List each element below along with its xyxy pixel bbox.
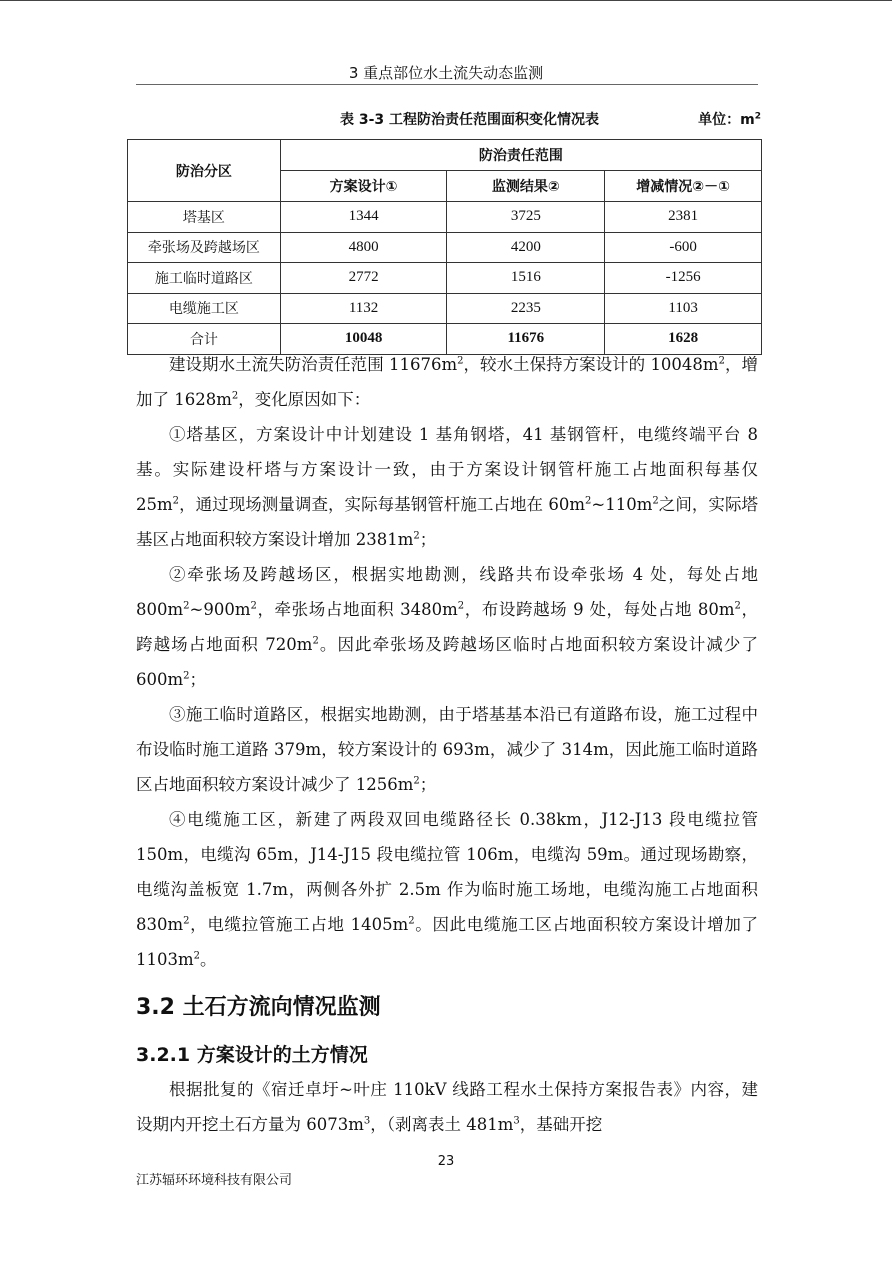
header-plan: 方案设计① [280,171,447,202]
section-heading-3-2-1: 3.2.1 方案设计的土方情况 [136,1044,368,1066]
row-zone: 施工临时道路区 [128,263,281,294]
row-plan: 1132 [280,293,447,324]
row-plan: 4800 [280,232,447,263]
row-zone: 电缆施工区 [128,293,281,324]
header-rule [136,84,758,85]
header-monitor: 监测结果② [447,171,605,202]
row-monitor: 2235 [447,293,605,324]
row-monitor: 3725 [447,202,605,233]
row-change: -1256 [605,263,762,294]
row-change: -600 [605,232,762,263]
row-plan: 1344 [280,202,447,233]
table-row [128,202,762,233]
body-paragraphs-2 [136,1072,758,1142]
total-monitor: 11676 [447,324,605,355]
row-change: 2381 [605,202,762,233]
row-plan: 2772 [280,263,447,294]
paragraph-tension-field: ②牵张场及跨越场区，根据实地勘测，线路共布设牵张场 4 处，每处占地 $800m^2\sim 900m^2$，牵张场占地面积 $3480m^2$，布设跨越场 9 处，每处占地 $80m^2$，跨越场占地面积 $720m^2$。因此牵张场及跨越场区临时占地面积较方案设计减少了 $600m^2$； [136,565,759,689]
table-row [128,232,762,263]
paragraph-temp-road: ③施工临时道路区，根据实地勘测，由于塔基基本沿已有道路布设，施工过程中布设临时施工道路 379m，较方案设计的 693m，减少了 314m，因此施工临时道路区占地面积较方案设计减少了 $1256m^2$； [136,705,758,794]
row-zone: 牵张场及跨越场区 [128,232,281,263]
header-scope: 防治责任范围 [280,140,761,171]
row-monitor: 1516 [447,263,605,294]
header-zone: 防治分区 [128,140,281,202]
total-plan: 10048 [280,324,447,355]
table-row [128,263,762,294]
running-head: 3 重点部位水土流失动态监测 [348,64,544,82]
top-border [0,0,892,1]
total-label: 合计 [128,324,281,355]
company-footer: 江苏辐环环境科技有限公司 [136,1173,293,1188]
table-caption: 表 3-3 工程防治责任范围面积变化情况表 [340,112,600,128]
header-change: 增减情况②－① [605,171,762,202]
paragraph-tower-area: ①塔基区，方案设计中计划建设 1 基角钢塔，41 基钢管杆，电缆终端平台 8 基。实际建设杆塔与方案设计一致，由于方案设计钢管杆施工占地面积每基仅 $25m^2$，通过现场测量调查，实际每基钢管杆施工占地在 $60m^2\sim 110m^2$之间，实际塔基区占地面积较方案设计增加 $2381m^2$； [136,425,759,549]
table-row [128,293,762,324]
paragraph-summary: 建设期水土流失防治责任范围 $11676m^2$，较水土保持方案设计的 $10048m^2$，增加了 $1628m^2$，变化原因如下： [136,355,758,409]
paragraph-earthwork: 根据批复的《宿迁卓圩~叶庄 110kV 线路工程水土保持方案报告表》内容，建设期内开挖土石方量为 $6073m^3$，（剥离表土 $481m^3$，基础开挖 [136,1080,758,1134]
page-number: 23 [437,1154,455,1169]
table-unit: 单位：$m^2$ [698,111,761,128]
total-change: 1628 [605,324,762,355]
paragraph-cable-area: ④电缆施工区，新建了两段双回电缆路径长 0.38km，J12-J13 段电缆拉管 150m，电缆沟 65m，J14-J15 段电缆拉管 106m，电缆沟 59m。通过现场勘察，电缆沟盖板宽 1.7m，两侧各外扩 2.5m 作为临时施工场地，电缆沟施工占地面积 $830m^2$，电缆拉管施工占地 $1405m^2$。因此电缆施工区占地面积较方案设计增加了 $1103m^2$。 [136,810,758,969]
body-paragraphs [136,347,758,977]
row-change: 1103 [605,293,762,324]
area-change-table [127,139,762,355]
row-monitor: 4200 [447,232,605,263]
section-heading-3-2: 3.2 土石方流向情况监测 [136,995,381,1020]
row-zone: 塔基区 [128,202,281,233]
